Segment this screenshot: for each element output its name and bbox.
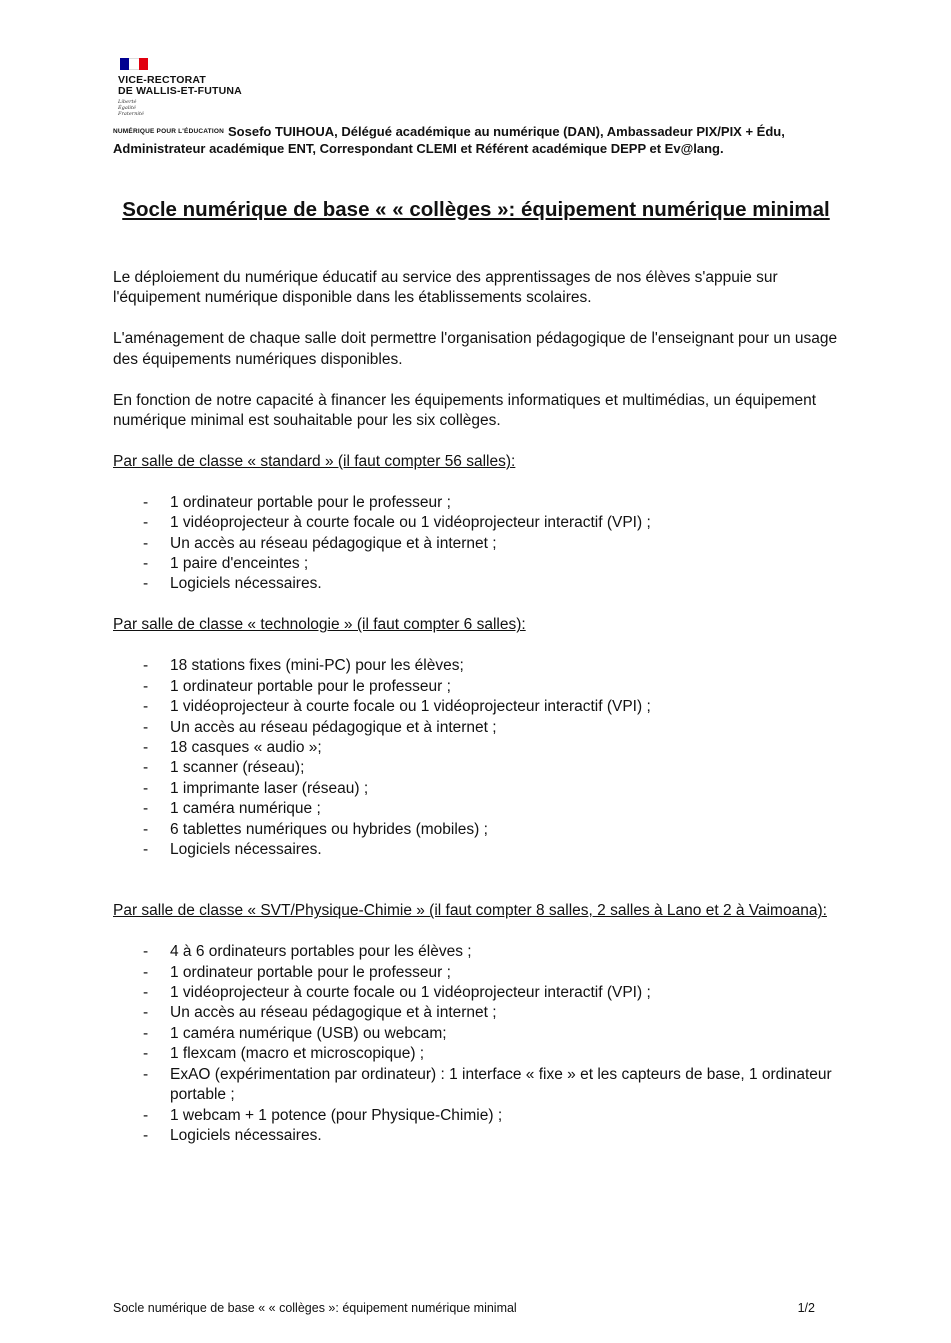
list-item: - 4 à 6 ordinateurs portables pour les élèves ; — [113, 942, 843, 962]
document-body — [113, 268, 843, 1167]
list-item: - 1 caméra numérique ; — [113, 799, 843, 819]
list-item: - 1 vidéoprojecteur à courte focale ou 1 vidéoprojecteur interactif (VPI) ; — [113, 983, 843, 1003]
list-item: - 1 caméra numérique (USB) ou webcam; — [113, 1024, 843, 1044]
french-flag-icon — [120, 58, 148, 70]
list-item: - Un accès au réseau pédagogique et à internet ; — [113, 1003, 843, 1023]
equipment-list-svt-physique-chimie — [113, 942, 843, 1146]
document-title: Socle numérique de base « « collèges »: équipement numérique minimal — [122, 198, 830, 221]
intro-paragraph: Le déploiement du numérique éducatif au service des apprentissages de nos élèves s'appuie sur l'équipement numérique disponible dans les établissements scolaires. — [113, 269, 778, 307]
list-item: - 1 vidéoprojecteur à courte focale ou 1 vidéoprojecteur interactif (VPI) ; — [113, 697, 843, 717]
list-item: - 18 casques « audio »; — [113, 738, 843, 758]
republic-motto — [118, 99, 258, 117]
list-item: - Un accès au réseau pédagogique et à internet ; — [113, 534, 843, 554]
author-line: Sosefo TUIHOUA, Délégué académique au numérique (DAN), Ambassadeur PIX/PIX + Édu, Administrateur académique ENT, Correspondant CLEMI et Référent académique DEPP et Ev@lang. — [113, 124, 785, 156]
flag-blue-stripe — [120, 58, 129, 70]
section-heading-svt-physique-chimie: Par salle de classe « SVT/Physique-Chimie » (il faut compter 8 salles, 2 salles à Lano et 2 à Vaimoana): — [113, 902, 827, 920]
list-item: - Logiciels nécessaires. — [113, 1126, 843, 1146]
spacer — [113, 881, 843, 902]
list-item: - 1 imprimante laser (réseau) ; — [113, 779, 843, 799]
organization-line: VICE-RECTORAT — [118, 74, 206, 86]
section-heading-technologie: Par salle de classe « technologie » (il faut compter 6 salles): — [113, 616, 526, 634]
organization-line: DE WALLIS-ET-FUTUNA — [118, 85, 242, 97]
motto-line: Égalité — [118, 105, 136, 111]
list-item: - Un accès au réseau pédagogique et à internet ; — [113, 718, 843, 738]
section-heading-standard: Par salle de classe « standard » (il faut compter 56 salles): — [113, 452, 516, 470]
list-item: - Logiciels nécessaires. — [113, 840, 843, 860]
page-number: 1/2 — [797, 1301, 815, 1315]
intro-paragraph: En fonction de notre capacité à financer les équipements informatiques et multimédias, un équipement numérique minimal est souhaitable pour les six collèges. — [113, 391, 817, 430]
list-item: - 18 stations fixes (mini-PC) pour les élèves; — [113, 656, 843, 676]
motto-line: Liberté — [118, 99, 137, 105]
page-footer — [113, 1301, 815, 1315]
list-item: - 1 flexcam (macro et microscopique) ; — [113, 1044, 843, 1064]
list-item: - 6 tablettes numériques ou hybrides (mobiles) ; — [113, 820, 843, 840]
list-item: - 1 webcam + 1 potence (pour Physique-Chimie) ; — [113, 1106, 843, 1126]
document-header — [113, 123, 839, 157]
intro-paragraph: L'aménagement de chaque salle doit permettre l'organisation pédagogique de l'enseignant pour un usage des équipements numériques disponibles. — [113, 330, 838, 368]
list-item: - 1 scanner (réseau); — [113, 758, 843, 778]
list-item: - 1 vidéoprojecteur à courte focale ou 1 vidéoprojecteur interactif (VPI) ; — [113, 513, 843, 533]
department-label: NUMÉRIQUE POUR L'ÉDUCATION — [113, 128, 224, 135]
list-item: - 1 ordinateur portable pour le professeur ; — [113, 963, 843, 983]
vice-rectorat-logo — [118, 58, 258, 117]
organization-name — [118, 75, 258, 97]
equipment-list-technologie — [113, 656, 843, 860]
footer-text: Socle numérique de base « « collèges »: équipement numérique minimal — [113, 1301, 517, 1315]
motto-line: Fraternité — [118, 111, 144, 117]
list-item: - 1 ordinateur portable pour le professeur ; — [113, 677, 843, 697]
list-item: - Logiciels nécessaires. — [113, 574, 843, 594]
flag-white-stripe — [129, 58, 138, 70]
list-item: - 1 ordinateur portable pour le professeur ; — [113, 493, 843, 513]
equipment-list-standard — [113, 493, 843, 595]
list-item: - 1 paire d'enceintes ; — [113, 554, 843, 574]
list-item: - ExAO (expérimentation par ordinateur) : 1 interface « fixe » et les capteurs de base, 1 ordinateur portable ; — [113, 1065, 843, 1106]
flag-red-stripe — [139, 58, 148, 70]
